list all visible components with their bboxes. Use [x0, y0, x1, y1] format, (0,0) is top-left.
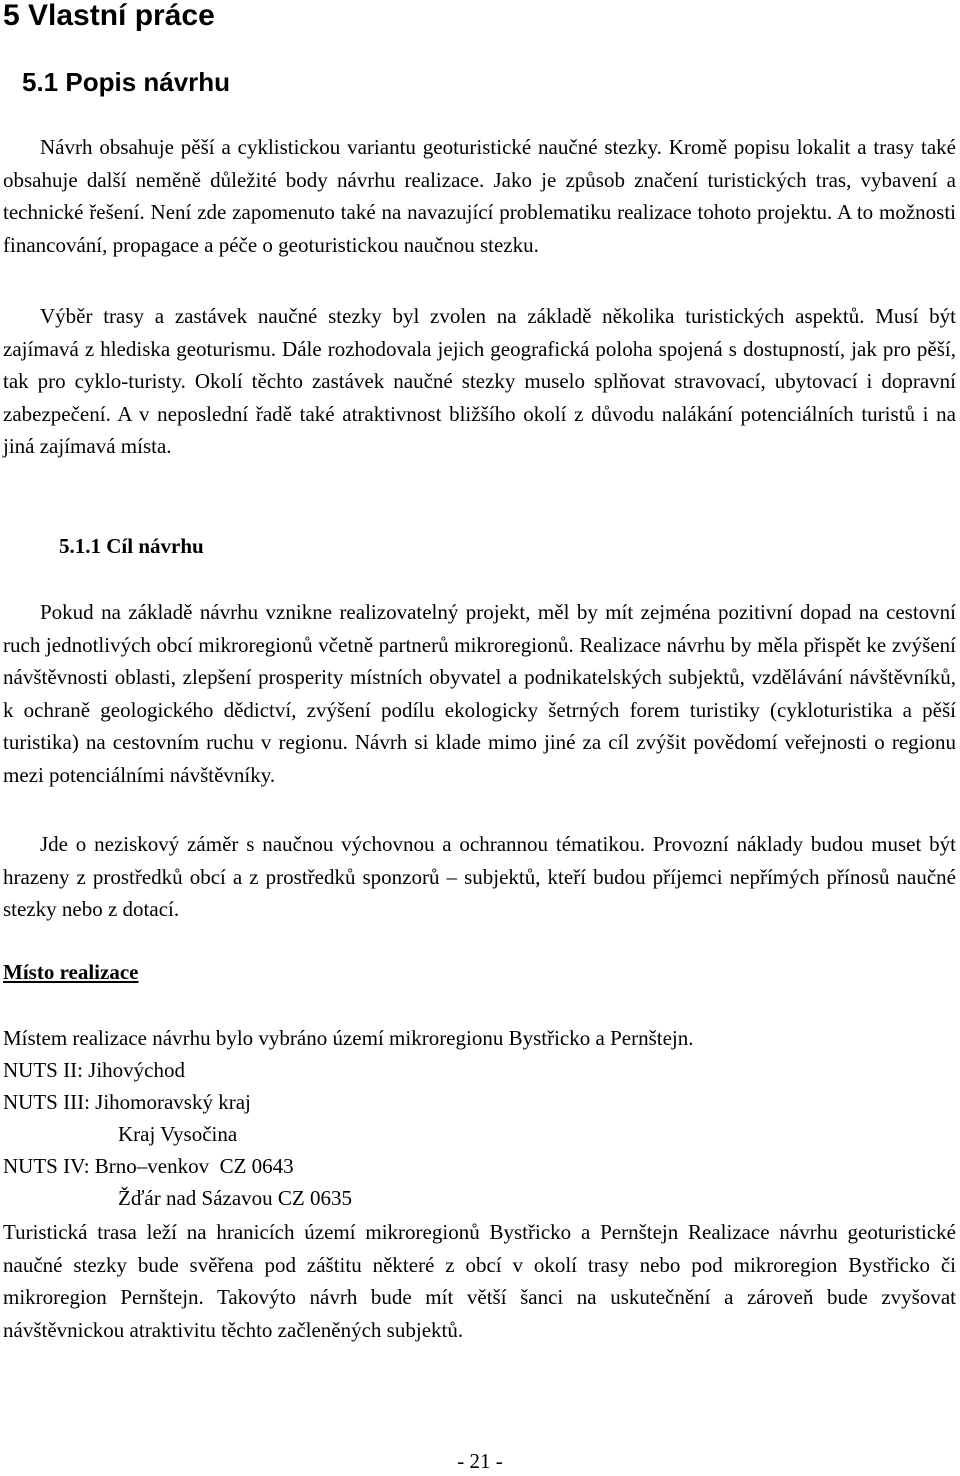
- paragraph-goal: Pokud na základě návrhu vznikne realizovatelný projekt, měl by mít zejména pozitivní dopad na cestovní ruch jednotlivých obcí mikroregionů včetně partnerů mikroregionů. Realizace návrhu by měla přispět ke zvýšení návštěvnosti oblasti, zlepšení prosperity místních obyvatel a podnikatelských subjektů, vzdělávání návštěvníků, k ochraně geologického dědictví, zvýšení podílu ekologicky šetrných forem turistiky (cykloturistika a pěší turistika) na cestovním ruchu v regionu. Návrh si klade mimo jiné za cíl zvýšit povědomí veřejnosti o regionu mezi potenciálními návštěvníky.: [3, 600, 956, 787]
- paragraph-route: Výběr trasy a zastávek naučné stezky byl zvolen na základě několika turistických aspektů. Musí být zajímavá z hlediska geoturismu. Dále rozhodovala jejich geografická poloha spojená s dostupností, jak pro pěší, tak pro cyklo-turisty. Okolí těchto zastávek naučné stezky muselo splňovat stravovací, ubytovací i dopravní zabezpečení. A v neposlední řadě také atraktivnost bližšího okolí z důvodu nalákání potenciálních turistů i na jiná zajímavá místa.: [3, 304, 956, 458]
- location-intro: Místem realizace návrhu bylo vybráno území mikroregionu Bystřicko a Pernštejn.: [3, 1026, 694, 1050]
- subsection-title: 5.1.1 Cíl návrhu: [59, 534, 204, 558]
- nuts-4-district: Žďár nad Sázavou CZ 0635: [118, 1186, 353, 1210]
- nuts-2: NUTS II: Jihovýchod: [3, 1058, 185, 1082]
- section-title: 5.1 Popis návrhu: [22, 67, 231, 97]
- nuts-4: NUTS IV: Brno–venkov CZ 0643: [3, 1154, 294, 1178]
- paragraph-closing: Turistická trasa leží na hranicích území mikroregionů Bystřicko a Pernštejn Realizace návrhu geoturistické naučné stezky bude svěřena pod záštitu některé z obcí v okolí trasy nebo pod mikroregion Bystřicko či mikroregion Pernštejn. Takovýto návrh bude mít větší šanci na uskutečnění a zároveň bude zvyšovat návštěvnickou atraktivitu těchto začleněných subjektů.: [3, 1220, 956, 1342]
- page-number: - 21 -: [457, 1449, 503, 1473]
- nuts-3: NUTS III: Jihomoravský kraj: [3, 1090, 251, 1114]
- nuts-3-region: Kraj Vysočina: [118, 1122, 238, 1146]
- location-heading: Místo realizace: [3, 960, 139, 984]
- chapter-title: 5 Vlastní práce: [3, 0, 215, 32]
- paragraph-intro: Návrh obsahuje pěší a cyklistickou variantu geoturistické naučné stezky. Kromě popisu lokalit a trasy také obsahuje další neměně důležité body návrhu realizace. Jako je způsob značení turistických tras, vybavení a technické řešení. Není zde zapomenuto také na navazující problematiku realizace tohoto projektu. A to možnosti financování, propagace a péče o geoturistickou naučnou stezku.: [3, 135, 956, 257]
- paragraph-nonprofit: Jde o neziskový záměr s naučnou výchovnou a ochrannou tématikou. Provozní náklady budou muset být hrazeny z prostředků obcí a z prostředků sponzorů – subjektů, kteří budou příjemci nepřímých přínosů naučné stezky nebo z dotací.: [3, 832, 956, 921]
